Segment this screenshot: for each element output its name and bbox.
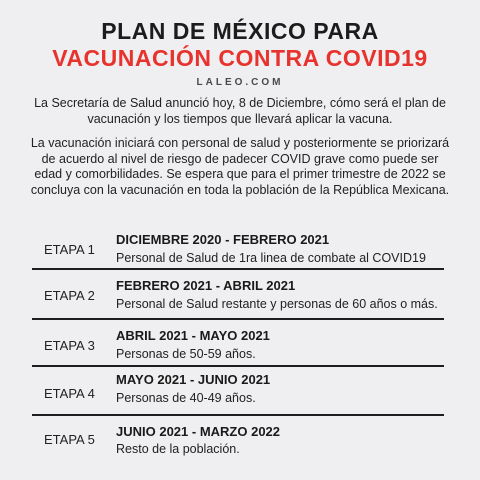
divider xyxy=(32,318,444,320)
stage-dates: JUNIO 2021 - MARZO 2022 xyxy=(116,424,281,439)
title-line-2: VACUNACIÓN CONTRA COVID19 xyxy=(52,45,428,71)
site-name: LALEO.COM xyxy=(196,77,284,88)
stage-row-2 xyxy=(0,276,480,322)
intro-paragraph-2: La vacunación iniciará con personal de salud y posteriormente se priorizará de acuerdo al nivel de riesgo de padecer COVID grave como puede ser edad y comorbilidades. Se espera que para el primer trimestre de 2022 se concluya con la vacunación en toda la población de la República Mexicana. xyxy=(30,136,450,197)
stage-dates: MAYO 2021 - JUNIO 2021 xyxy=(116,372,271,387)
stage-row-4 xyxy=(0,372,480,418)
stage-description: Personas de 40-49 años. xyxy=(116,391,256,405)
divider xyxy=(32,414,444,416)
stage-dates: FEBRERO 2021 - ABRIL 2021 xyxy=(116,278,296,293)
stage-label: ETAPA 4 xyxy=(44,386,95,401)
stage-description: Personal de Salud de 1ra linea de combate al COVID19 xyxy=(116,251,426,265)
intro-paragraph-1: La Secretaría de Salud anunció hoy, 8 de Diciembre, cómo será el plan de vacunación y los tiempos que llevará aplicar la vacuna. xyxy=(34,96,446,126)
divider xyxy=(32,268,444,270)
stage-row-5 xyxy=(0,422,480,468)
stage-description: Personal de Salud restante y personas de 60 años o más. xyxy=(116,297,438,311)
stage-dates: ABRIL 2021 - MAYO 2021 xyxy=(116,328,270,343)
divider xyxy=(32,365,444,367)
title-line-1: PLAN DE MÉXICO PARA xyxy=(101,18,379,44)
stage-description: Personas de 50-59 años. xyxy=(116,347,256,361)
stage-label: ETAPA 2 xyxy=(44,288,95,303)
stage-label: ETAPA 5 xyxy=(44,432,95,447)
stage-label: ETAPA 1 xyxy=(44,242,95,257)
stage-dates: DICIEMBRE 2020 - FEBRERO 2021 xyxy=(116,232,330,247)
stage-description: Resto de la población. xyxy=(116,442,240,456)
stage-label: ETAPA 3 xyxy=(44,338,95,353)
